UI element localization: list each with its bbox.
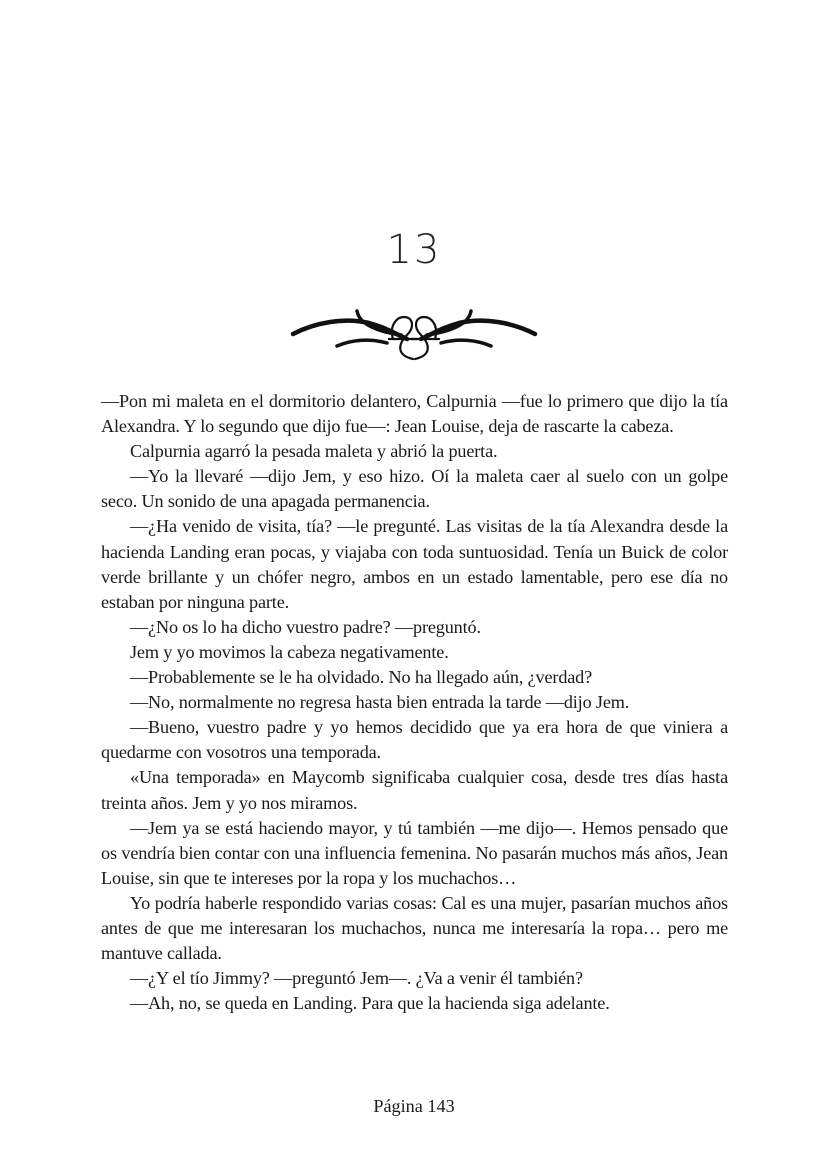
paragraph: —¿Y el tío Jimmy? —preguntó Jem—. ¿Va a venir él también? — [130, 968, 583, 989]
paragraph: Calpurnia agarró la pesada maleta y abrió la puerta. — [130, 441, 498, 462]
page-number: Página 143 — [373, 1096, 455, 1116]
paragraph: —¿Ha venido de visita, tía? —le pregunté. Las visitas de la tía Alexandra desde la hacienda Landing eran pocas, y viajaba con toda suntuosidad. Tenía un Buick de color verde brillante y un chófer negro, ambos en un estado lamentable, pero ese día no estaban por ninguna parte. — [101, 516, 728, 612]
paragraph: —¿No os lo ha dicho vuestro padre? —preguntó. — [130, 616, 481, 637]
paragraph: —Yo la llevaré —dijo Jem, y eso hizo. Oí la maleta caer al suelo con un golpe seco. Un sonido de una apagada permanencia. — [101, 466, 728, 512]
paragraph: Yo podría haberle respondido varias cosas: Cal es una mujer, pasarían muchos años antes de que me interesaran los muchachos, nunca me interesaría la ropa… pero me mantuve callada. — [101, 892, 728, 964]
paragraph: Jem y yo movimos la cabeza negativamente. — [130, 641, 449, 662]
chapter-number: 13 — [386, 227, 442, 273]
paragraph: —Bueno, vuestro padre y yo hemos decidido que ya era hora de que viniera a quedarme con vosotros una temporada. — [101, 717, 728, 763]
paragraph: —No, normalmente no regresa hasta bien entrada la tarde —dijo Jem. — [130, 692, 630, 713]
paragraph: —Ah, no, se queda en Landing. Para que la hacienda siga adelante. — [130, 993, 610, 1014]
chapter-body — [101, 389, 728, 1016]
paragraph: —Jem ya se está haciendo mayor, y tú también —me dijo—. Hemos pensado que os vendría bien contar con una influencia femenina. No pasarán muchos más años, Jean Louise, sin que te intereses por la ropa y los muchachos… — [101, 817, 728, 888]
flourish-ornament-icon — [289, 303, 539, 363]
paragraph: «Una temporada» en Maycomb significaba cualquier cosa, desde tres días hasta treinta años. Jem y yo nos miramos. — [101, 767, 728, 813]
paragraph: —Probablemente se le ha olvidado. No ha llegado aún, ¿verdad? — [130, 667, 593, 688]
paragraph: —Pon mi maleta en el dormitorio delantero, Calpurnia —fue lo primero que dijo la tía Alexandra. Y lo segundo que dijo fue—: Jean Louise, deja de rascarte la cabeza. — [101, 391, 728, 437]
